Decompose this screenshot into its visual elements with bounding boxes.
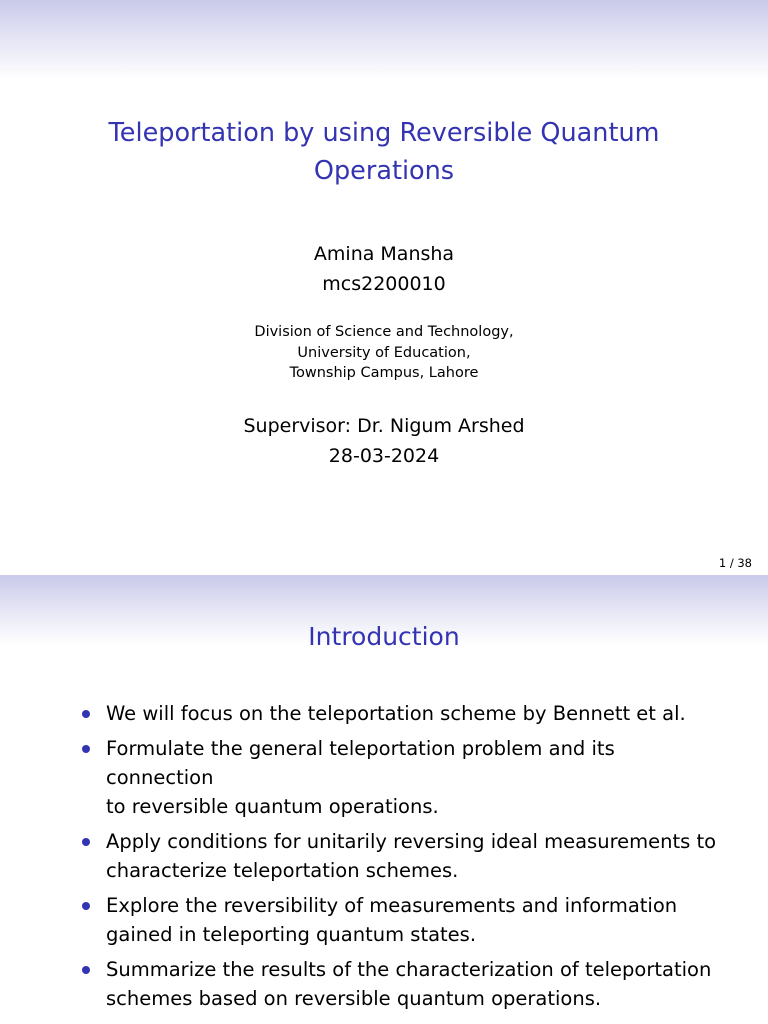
page-number: 1 / 38 (718, 556, 752, 570)
introduction-slide (0, 575, 768, 1024)
list-item (82, 827, 722, 885)
bullet-icon (82, 745, 90, 753)
bullet-icon (82, 902, 90, 910)
supervisor-date-block (0, 411, 768, 471)
presentation-title (0, 114, 768, 190)
title-line-2: Operations (313, 156, 455, 186)
list-item (82, 891, 722, 949)
institute-line-2: University of Education, (297, 344, 471, 361)
author-block (0, 239, 768, 299)
bullet-icon (82, 710, 90, 718)
supervisor-text: Supervisor: Dr. Nigum Arshed (243, 415, 525, 437)
bullet-text-line: to reversible quantum operations. (106, 795, 439, 818)
institute-line-3: Township Campus, Lahore (289, 365, 479, 381)
bullet-icon (82, 838, 90, 846)
author-id: mcs2200010 (322, 273, 446, 295)
bullet-text-line: schemes based on reversible quantum operations. (106, 987, 602, 1010)
author-name: Amina Mansha (313, 243, 455, 265)
bullet-text-line: Explore the reversibility of measurements and information (106, 894, 678, 917)
bullet-text-line: Formulate the general teleportation problem and its connection (106, 737, 615, 789)
bullet-list (82, 699, 722, 1019)
bullet-text-line: characterize teleportation schemes. (106, 859, 459, 882)
bullet-text-line: gained in teleporting quantum states. (106, 923, 477, 946)
institute-block (0, 322, 768, 384)
bullet-text-line: Apply conditions for unitarily reversing ideal measurements to (106, 830, 717, 853)
bullet-text-line: Summarize the results of the characterization of teleportation (106, 958, 712, 981)
bullet-icon (82, 966, 90, 974)
bullet-text-line: We will focus on the teleportation scheme by Bennett et al. (106, 702, 686, 725)
list-item (82, 699, 722, 728)
frame-title: Introduction (308, 622, 460, 651)
list-item (82, 955, 722, 1013)
institute-line-1: Division of Science and Technology, (254, 324, 514, 340)
list-item (82, 734, 722, 821)
presentation-date: 28-03-2024 (328, 445, 440, 467)
title-line-1: Teleportation by using Reversible Quantum (108, 118, 660, 148)
header-band (0, 0, 768, 80)
